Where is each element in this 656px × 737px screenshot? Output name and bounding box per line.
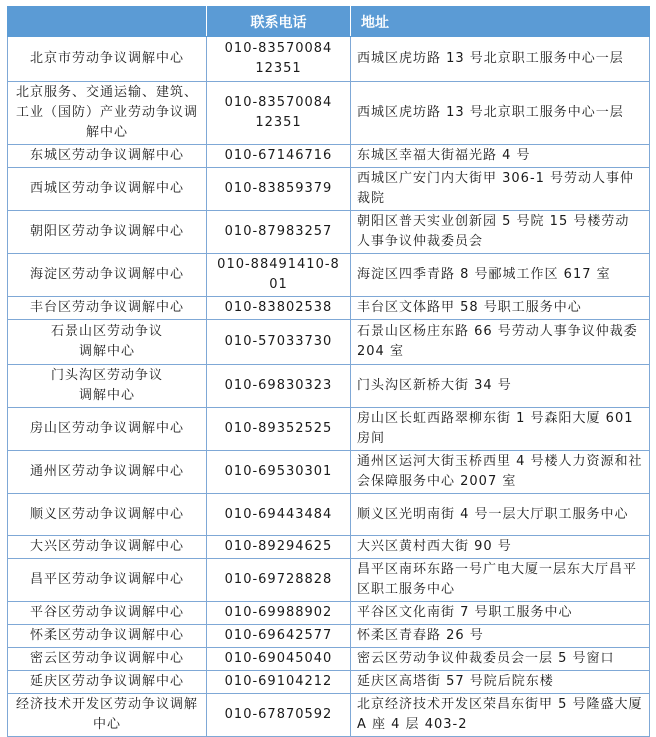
org-cell: 平谷区劳动争议调解中心 <box>8 602 207 625</box>
org-cell: 北京市劳动争议调解中心 <box>8 37 207 82</box>
address-cell: 西城区广安门内大街甲 306-1 号劳动人事仲裁院 <box>351 168 650 211</box>
phone-cell: 010-57033730 <box>207 320 351 365</box>
address-cell: 石景山区杨庄东路 66 号劳动人事争议仲裁委 204 室 <box>351 320 650 365</box>
org-cell: 朝阳区劳动争议调解中心 <box>8 211 207 254</box>
org-cell: 海淀区劳动争议调解中心 <box>8 254 207 297</box>
phone-cell: 010-83802538 <box>207 297 351 320</box>
address-cell: 通州区运河大街玉桥西里 4 号楼人力资源和社会保障服务中心 2007 室 <box>351 451 650 494</box>
address-cell: 房山区长虹西路翠柳东街 1 号森阳大厦 601 房间 <box>351 408 650 451</box>
phone-cell: 010-67146716 <box>207 145 351 168</box>
phone-cell: 010-69728828 <box>207 559 351 602</box>
header-address: 地址 <box>351 7 650 37</box>
org-cell: 石景山区劳动争议 调解中心 <box>8 320 207 365</box>
table-row <box>8 648 650 671</box>
org-cell: 东城区劳动争议调解中心 <box>8 145 207 168</box>
phone-cell: 010-83859379 <box>207 168 351 211</box>
address-cell: 北京经济技术开发区荣昌东街甲 5 号隆盛大厦 A 座 4 层 403-2 <box>351 694 650 737</box>
table-row <box>8 365 650 408</box>
table-row <box>8 559 650 602</box>
table-header-row <box>8 7 650 37</box>
address-cell: 大兴区黄村西大街 90 号 <box>351 536 650 559</box>
phone-cell: 010-67870592 <box>207 694 351 737</box>
table-row <box>8 37 650 82</box>
address-cell: 密云区劳动争议仲裁委员会一层 5 号窗口 <box>351 648 650 671</box>
phone-cell: 010-69642577 <box>207 625 351 648</box>
address-cell: 延庆区高塔街 57 号院后院东楼 <box>351 671 650 694</box>
org-cell: 延庆区劳动争议调解中心 <box>8 671 207 694</box>
phone-cell: 010-83570084 12351 <box>207 82 351 145</box>
table-row <box>8 408 650 451</box>
address-cell: 丰台区文体路甲 58 号职工服务中心 <box>351 297 650 320</box>
address-cell: 门头沟区新桥大街 34 号 <box>351 365 650 408</box>
phone-cell: 010-69530301 <box>207 451 351 494</box>
phone-cell: 010-89352525 <box>207 408 351 451</box>
org-cell: 怀柔区劳动争议调解中心 <box>8 625 207 648</box>
table-row <box>8 168 650 211</box>
address-cell: 昌平区南环东路一号广电大厦一层东大厅昌平区职工服务中心 <box>351 559 650 602</box>
table-row <box>8 82 650 145</box>
phone-cell: 010-69830323 <box>207 365 351 408</box>
org-cell: 密云区劳动争议调解中心 <box>8 648 207 671</box>
org-cell: 西城区劳动争议调解中心 <box>8 168 207 211</box>
address-cell: 西城区虎坊路 13 号北京职工服务中心一层 <box>351 82 650 145</box>
address-cell: 顺义区光明南街 4 号一层大厅职工服务中心 <box>351 494 650 536</box>
phone-cell: 010-83570084 12351 <box>207 37 351 82</box>
table-row <box>8 211 650 254</box>
phone-cell: 010-69443484 <box>207 494 351 536</box>
org-cell: 大兴区劳动争议调解中心 <box>8 536 207 559</box>
table-row <box>8 625 650 648</box>
phone-cell: 010-69104212 <box>207 671 351 694</box>
header-org <box>8 7 207 37</box>
table-row <box>8 297 650 320</box>
address-cell: 朝阳区普天实业创新园 5 号院 15 号楼劳动人事争议仲裁委员会 <box>351 211 650 254</box>
address-cell: 怀柔区青春路 26 号 <box>351 625 650 648</box>
table-row <box>8 694 650 737</box>
header-phone: 联系电话 <box>207 7 351 37</box>
table-row <box>8 145 650 168</box>
address-cell: 平谷区文化南街 7 号职工服务中心 <box>351 602 650 625</box>
phone-cell: 010-87983257 <box>207 211 351 254</box>
phone-cell: 010-88491410-801 <box>207 254 351 297</box>
mediation-centers-table <box>7 6 650 737</box>
table-row <box>8 671 650 694</box>
table-row <box>8 494 650 536</box>
mediation-centers-table-wrapper <box>7 6 649 737</box>
phone-cell: 010-69988902 <box>207 602 351 625</box>
table-row <box>8 254 650 297</box>
org-cell: 房山区劳动争议调解中心 <box>8 408 207 451</box>
table-row <box>8 602 650 625</box>
org-cell: 通州区劳动争议调解中心 <box>8 451 207 494</box>
org-cell: 昌平区劳动争议调解中心 <box>8 559 207 602</box>
org-cell: 经济技术开发区劳动争议调解中心 <box>8 694 207 737</box>
table-row <box>8 320 650 365</box>
table-row <box>8 451 650 494</box>
phone-cell: 010-89294625 <box>207 536 351 559</box>
table-row <box>8 536 650 559</box>
phone-cell: 010-69045040 <box>207 648 351 671</box>
org-cell: 北京服务、交通运输、建筑、工业（国防）产业劳动争议调解中心 <box>8 82 207 145</box>
address-cell: 海淀区四季青路 8 号郦城工作区 617 室 <box>351 254 650 297</box>
address-cell: 东城区幸福大街福光路 4 号 <box>351 145 650 168</box>
table-body <box>8 37 650 737</box>
address-cell: 西城区虎坊路 13 号北京职工服务中心一层 <box>351 37 650 82</box>
org-cell: 丰台区劳动争议调解中心 <box>8 297 207 320</box>
org-cell: 顺义区劳动争议调解中心 <box>8 494 207 536</box>
org-cell: 门头沟区劳动争议 调解中心 <box>8 365 207 408</box>
